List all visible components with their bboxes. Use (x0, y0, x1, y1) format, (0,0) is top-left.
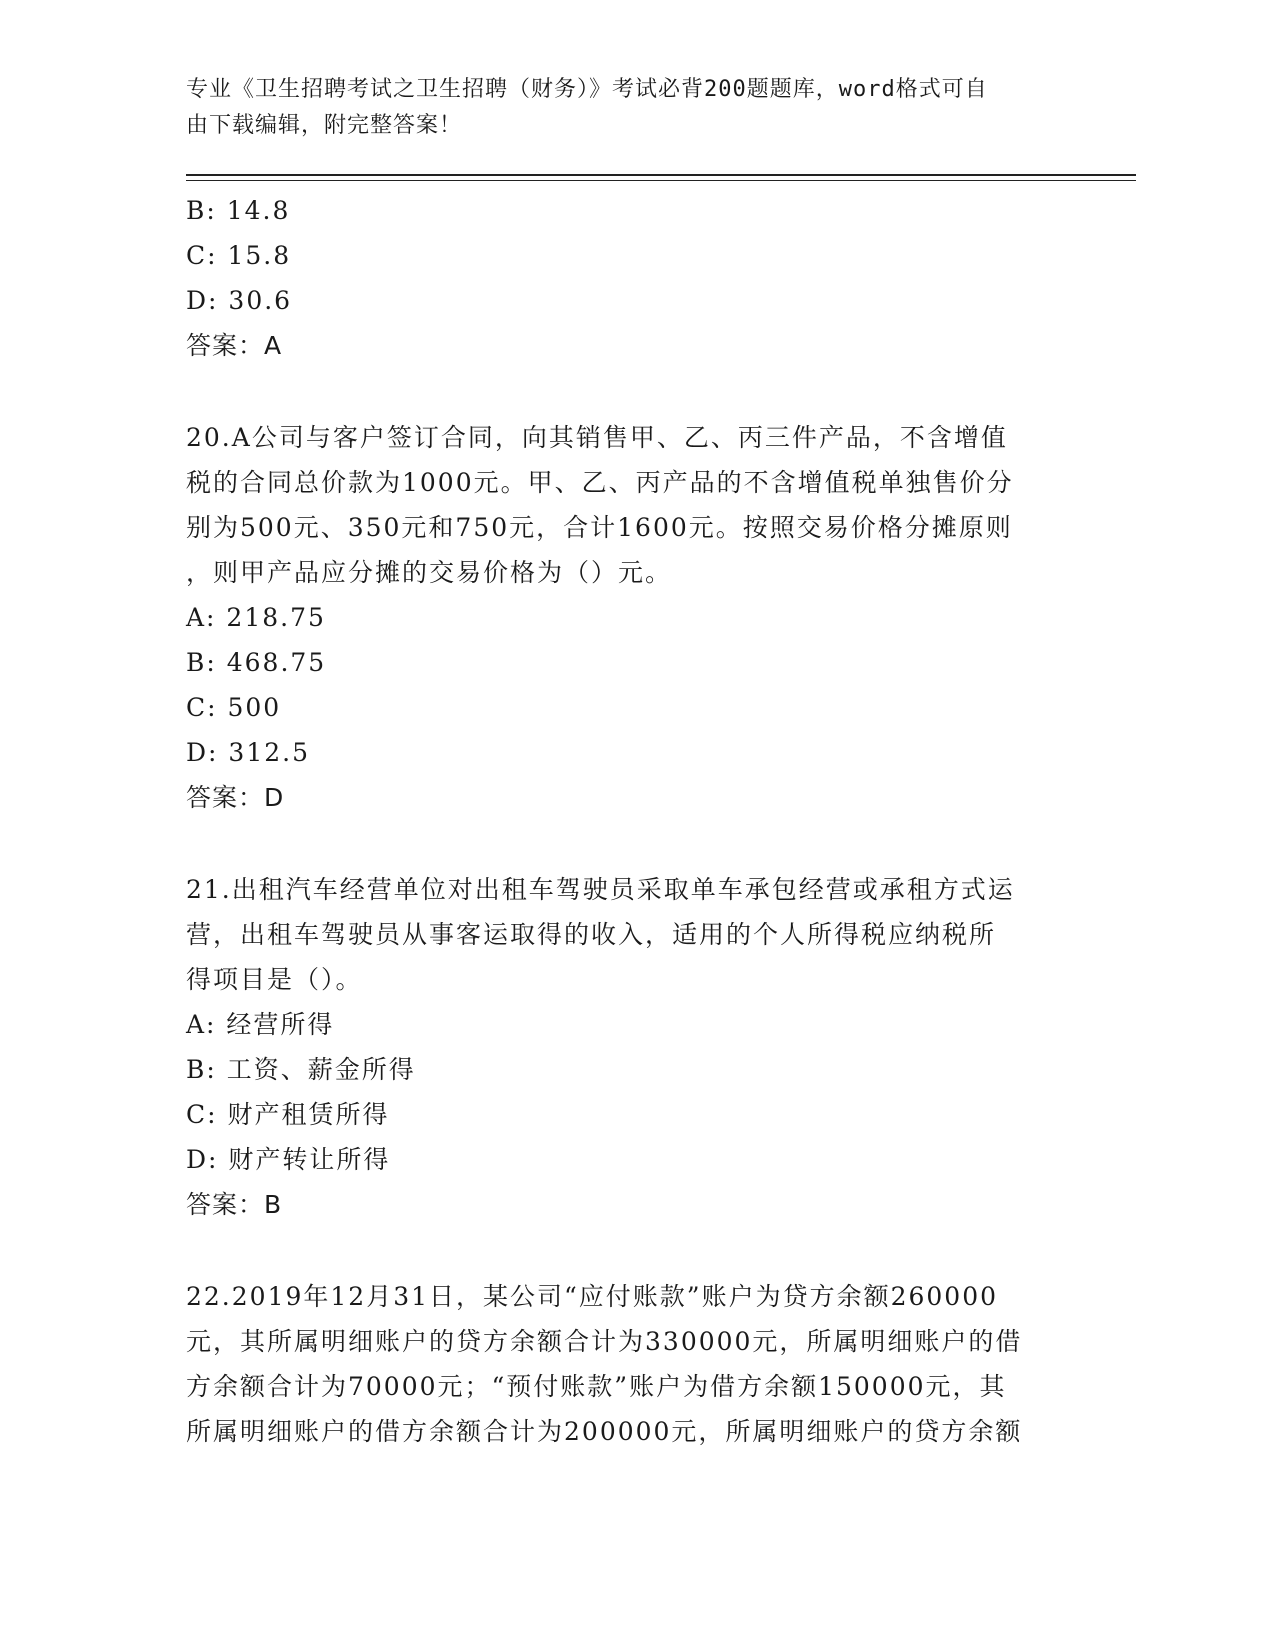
header-divider-thin (186, 180, 1136, 181)
header-line-2: 由下载编辑，附完整答案！ (186, 113, 463, 138)
question-text-line: 得项目是（）。 (186, 965, 363, 994)
question-text-line: 元，其所属明细账户的贷方余额合计为330000元，所属明细账户的借 (186, 1327, 1023, 1356)
option-c: C: 500 (186, 693, 282, 722)
option-b: B: 468.75 (186, 648, 327, 677)
prev-question-block (186, 188, 1066, 368)
option-a: A: 218.75 (186, 603, 326, 632)
question-21 (186, 867, 1066, 1227)
option-c: C: 财产租赁所得 (186, 1100, 390, 1129)
option-c: C: 15.8 (186, 241, 292, 270)
header-line-1: 专业《卫生招聘考试之卫生招聘（财务）》考试必背200题题库，word格式可自 (186, 77, 988, 102)
question-text-line: 营，出租车驾驶员从事客运取得的收入，适用的个人所得税应纳税所 (186, 920, 997, 949)
question-text-line: 所属明细账户的借方余额合计为200000元，所属明细账户的贷方余额 (186, 1417, 1023, 1446)
question-text-line: ，则甲产品应分摊的交易价格为（）元。 (186, 558, 673, 587)
option-d: D: 30.6 (186, 286, 293, 315)
option-d: D: 312.5 (186, 738, 310, 767)
option-b: B: 工资、薪金所得 (186, 1055, 416, 1084)
question-text-line: 21.出租汽车经营单位对出租车驾驶员采取单车承包经营或承租方式运 (186, 875, 1015, 904)
option-b: B: 14.8 (186, 196, 291, 225)
question-text-line: 税的合同总价款为1000元。甲、乙、丙产品的不含增值税单独售价分 (186, 468, 1014, 497)
answer-line: 答案：D (186, 783, 285, 812)
option-d: D: 财产转让所得 (186, 1145, 391, 1174)
question-text-line: 20.A公司与客户签订合同，向其销售甲、乙、丙三件产品，不含增值 (186, 423, 1008, 452)
question-text-line: 别为500元、350元和750元，合计1600元。按照交易价格分摊原则 (186, 513, 1013, 542)
question-22 (186, 1274, 1066, 1454)
header-divider-thick (186, 174, 1136, 176)
answer-line: 答案：A (186, 331, 283, 360)
question-text-line: 方余额合计为70000元；“预付账款”账户为借方余额150000元，其 (186, 1372, 1007, 1401)
answer-line: 答案：B (186, 1190, 283, 1219)
option-a: A: 经营所得 (186, 1010, 335, 1039)
document-body (186, 188, 1066, 1454)
question-text-line: 22.2019年12月31日，某公司“应付账款”账户为贷方余额260000 (186, 1282, 999, 1311)
document-header (186, 72, 1066, 144)
question-20 (186, 415, 1066, 820)
